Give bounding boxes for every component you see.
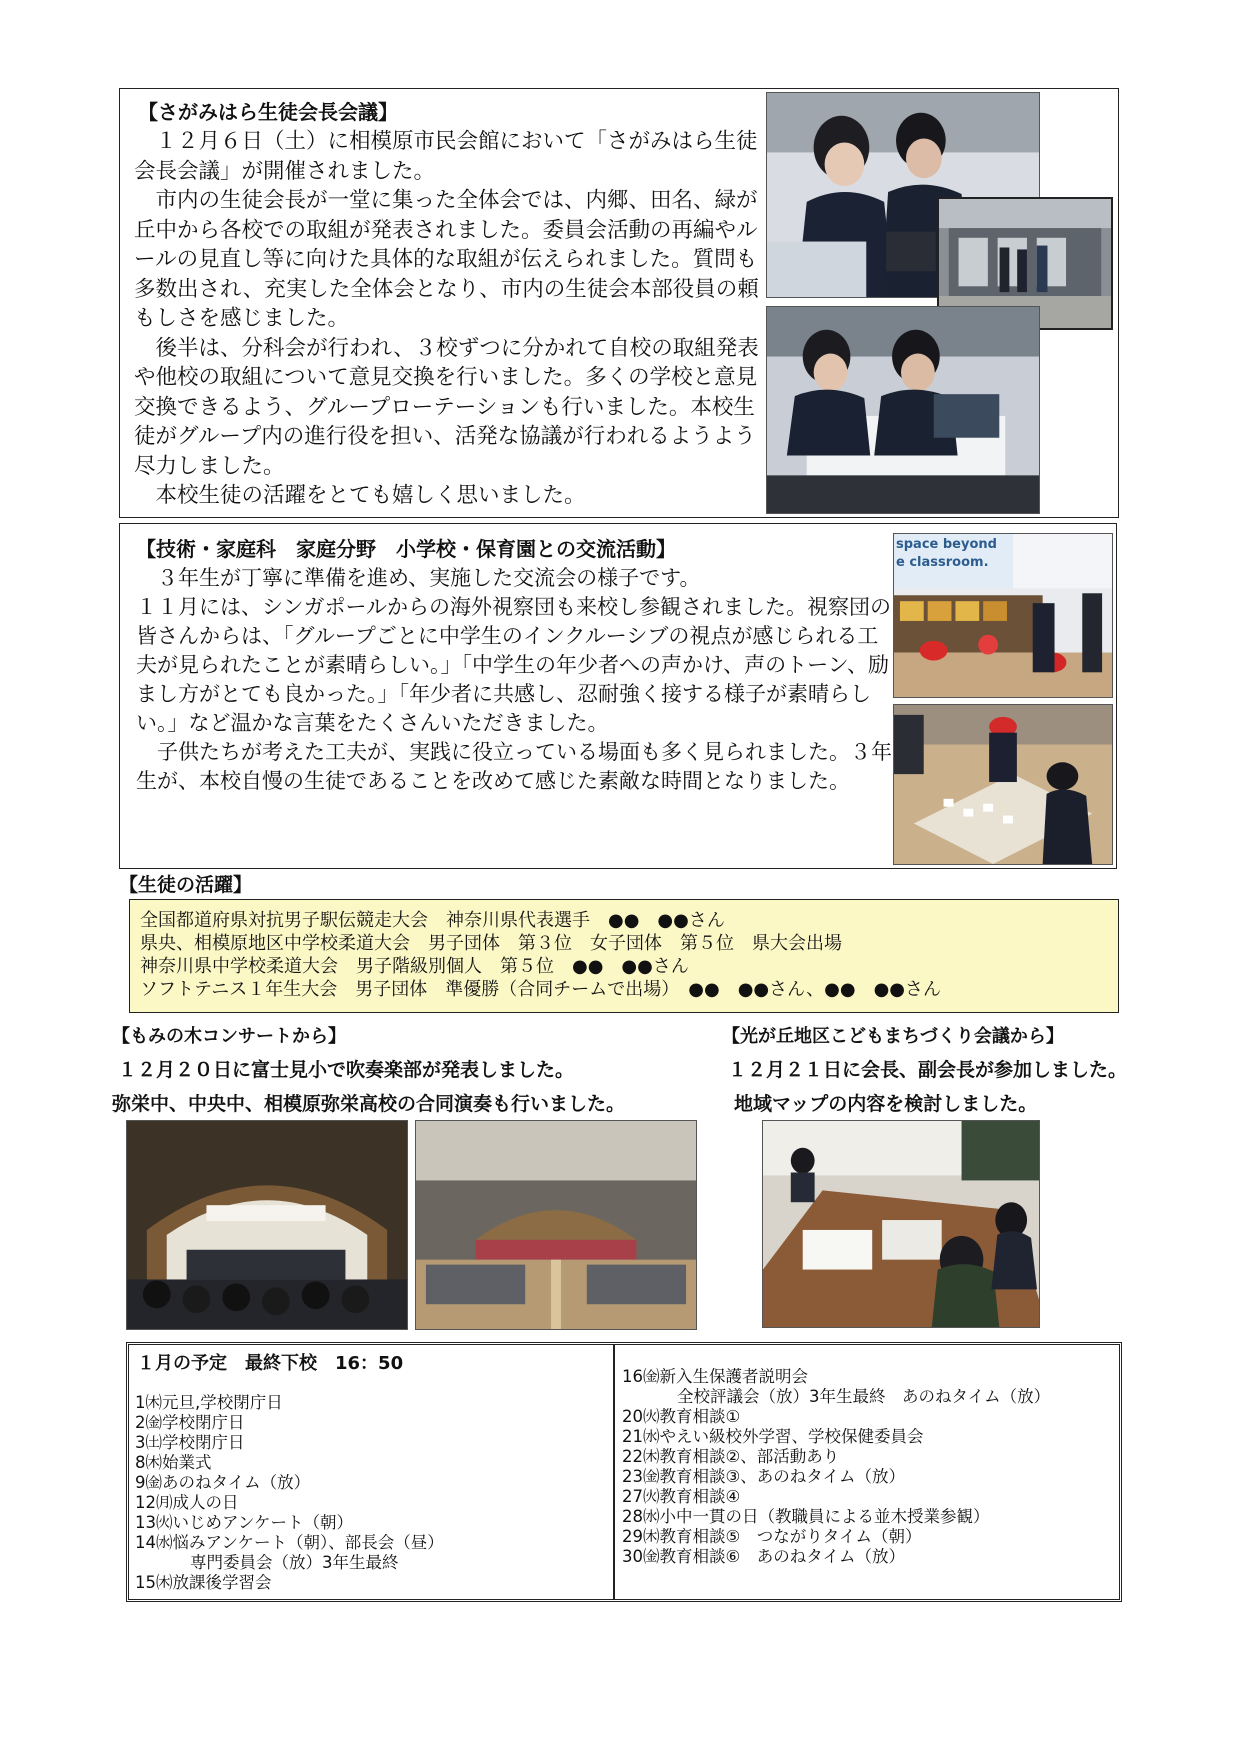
schedule-item: 1㈭元旦,学校閉庁日 <box>135 1393 283 1412</box>
schedule-box <box>126 1342 1122 1602</box>
concert-photo-stage <box>126 1120 408 1330</box>
schedule-item: 27㈫教育相談④ <box>622 1487 741 1506</box>
concert-photo-gym <box>415 1120 697 1330</box>
schedule-right-list <box>622 1367 1050 1567</box>
kodomo-line1: １２月２１日に会長、副会長が参加しました。 <box>728 1059 1128 1081</box>
council-photo-group-discussion <box>766 306 1040 514</box>
council-text <box>134 127 774 511</box>
schedule-item: 16㈮新入生保護者説明会 <box>622 1367 808 1386</box>
schedule-item: 29㈭教育相談⑤ つながりタイム（朝） <box>622 1527 922 1546</box>
schedule-item: 14㈬悩みアンケート（朝）、部長会（昼） <box>135 1533 444 1552</box>
homeec-text <box>136 564 896 796</box>
concert-title: 【もみの木コンサートから】 <box>112 1026 346 1047</box>
activity-item: 全国都道府県対抗男子駅伝競走大会 神奈川県代表選手 ●● ●●さん <box>140 910 725 931</box>
activities-title: 【生徒の活躍】 <box>119 874 253 896</box>
homeec-photo-floor-activity <box>893 704 1113 865</box>
activity-item: 県央、相模原地区中学校柔道大会 男子団体 第３位 女子団体 第５位 県大会出場 <box>140 933 842 954</box>
council-title: 【さがみはら生徒会長会議】 <box>138 100 398 124</box>
concert-line1: １２月２０日に富士見小で吹奏楽部が発表しました。 <box>118 1059 575 1081</box>
schedule-item: 20㈫教育相談① <box>622 1407 741 1426</box>
schedule-item: 専門委員会（放）3年生最終 <box>190 1553 399 1572</box>
schedule-item: 3㈯学校閉庁日 <box>135 1433 245 1452</box>
schedule-left-list <box>135 1393 444 1593</box>
activities-box <box>129 899 1119 1013</box>
kodomo-title: 【光が丘地区こどもまちづくり会議から】 <box>722 1026 1064 1047</box>
schedule-item: 13㈫いじめアンケート（朝） <box>135 1513 354 1532</box>
activity-item: ソフトテニス１年生大会 男子団体 準優勝（合同チームで出場） ●● ●●さん、●● ●●さん <box>140 979 942 1000</box>
schedule-item: 12㈪成人の日 <box>135 1493 239 1512</box>
homeec-photo-sign: space beyond e classroom. <box>896 537 997 570</box>
schedule-item: 15㈭放課後学習会 <box>135 1573 272 1592</box>
schedule-item: 28㈬小中一貫の日（教職員による並木授業参観） <box>622 1507 990 1526</box>
kodomo-photo-meeting <box>762 1120 1040 1328</box>
homeec-title: 【技術・家庭科 家庭分野 小学校・保育園との交流活動】 <box>136 537 676 561</box>
homeec-photo-classroom <box>893 533 1113 698</box>
homeec-paragraph: １１月には、シンガポールからの海外視察団も来校し参観されました。視察団の皆さんからは、「グループごとに中学生のインクルーシブの視点が感じられる工夫が見られたことが素晴らしい。」「中学生の年少者への声かけ、声のトーン、励まし方がとても良かった。」「年少者に共感し、忍耐強く接する様子が素晴らしい。」など温かな言葉をたくさんいただきました。 <box>136 595 892 735</box>
homeec-paragraph: ３年生が丁寧に準備を進め、実施した交流会の様子です。 <box>157 566 701 590</box>
kodomo-line2: 地域マップの内容を検討しました。 <box>734 1093 1038 1115</box>
schedule-left-column <box>129 1345 615 1599</box>
homeec-paragraph: 子供たちが考えた工夫が、実践に役立っている場面も多く見られました。３年生が、本校自慢の生徒であることを改めて感じた素敵な時間となりました。 <box>136 740 892 793</box>
council-paragraph: 市内の生徒会長が一堂に集った全体会では、内郷、田名、緑が丘中から各校での取組が発表されました。委員会活動の再編やルールの見直し等に向けた具体的な取組が伝えられました。質問も多数出され、充実した全体会となり、市内の生徒会本部役員の頼もしさを感じました。 <box>134 188 759 331</box>
schedule-header: １月の予定 最終下校 16：50 <box>137 1353 404 1374</box>
activities-list <box>140 909 941 1001</box>
concert-line2: 弥栄中、中央中、相模原弥栄高校の合同演奏も行いました。 <box>112 1093 626 1115</box>
schedule-item: 9㈮あのねタイム（放） <box>135 1473 311 1492</box>
council-paragraph: １２月６日（土）に相模原市民会館において「さがみはら生徒会長会議」が開催されました。 <box>134 129 758 184</box>
schedule-item: 30㈮教育相談⑥ あのねタイム（放） <box>622 1547 905 1566</box>
council-paragraph: 後半は、分科会が行われ、３校ずつに分かれて自校の取組発表や他校の取組について意見交換を行いました。多くの学校と意見交換できるよう、グループローテーションも行いました。本校生徒がグループ内の進行役を担い、活発な協議が行われるようよう尽力しました。 <box>134 335 759 479</box>
schedule-item: 2㈮学校閉庁日 <box>135 1413 245 1432</box>
schedule-item: 23㈮教育相談③、あのねタイム（放） <box>622 1467 905 1486</box>
schedule-item: 全校評議会（放）3年生最終 あのねタイム（放） <box>677 1387 1051 1406</box>
schedule-item: 22㈭教育相談②、部活動あり <box>622 1447 840 1466</box>
schedule-right-column <box>616 1345 1119 1599</box>
schedule-item: 8㈭始業式 <box>135 1453 212 1472</box>
schedule-item: 21㈬やえい級校外学習、学校保健委員会 <box>622 1427 924 1446</box>
council-paragraph: 本校生徒の活躍をとても嬉しく思いました。 <box>155 483 586 508</box>
activity-item: 神奈川県中学校柔道大会 男子階級別個人 第５位 ●● ●●さん <box>140 956 689 977</box>
